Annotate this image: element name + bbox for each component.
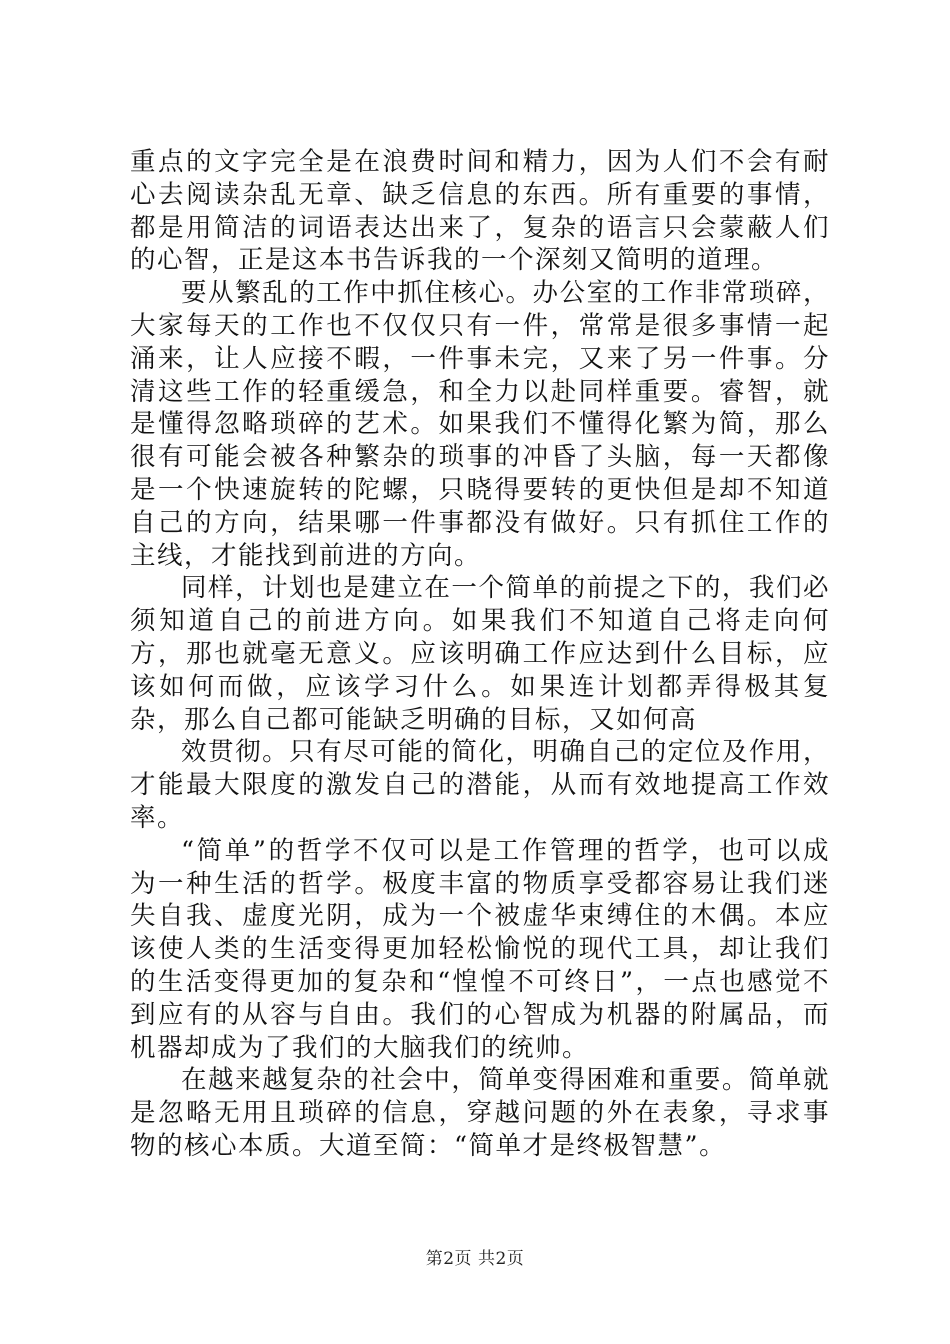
paragraph: 重点的文字完全是在浪费时间和精力，因为人们不会有耐心去阅读杂乱无章、缺乏信息的东西。所有重要的事情，都是用简洁的词语表达出来了，复杂的语言只会蒙蔽人们的心智，正是这本书告诉我的一个深刻又简明的道理。: [130, 147, 830, 276]
paragraph: 效贯彻。只有尽可能的简化，明确自己的定位及作用，才能最大限度的激发自己的潜能，从而有效地提高工作效率。: [130, 737, 830, 833]
paragraph: 要从繁乱的工作中抓住核心。办公室的工作非常琐碎，大家每天的工作也不仅仅只有一件，常常是很多事情一起涌来，让人应接不暇，一件事未完，又来了另一件事。分清这些工作的轻重缓急，和全力以赴同样重要。睿智，就是懂得忽略琐碎的艺术。如果我们不懂得化繁为简，那么很有可能会被各种繁杂的琐事的冲昏了头脑，每一天都像是一个快速旋转的陀螺，只晓得要转的更快但是却不知道自己的方向，结果哪一件事都没有做好。只有抓住工作的主线，才能找到前进的方向。: [130, 278, 830, 571]
document-body: [130, 146, 830, 1163]
paragraph: 同样，计划也是建立在一个简单的前提之下的，我们必须知道自己的前进方向。如果我们不知道自己将走向何方，那也就毫无意义。应该明确工作应达到什么目标，应该如何而做，应该学习什么。如果连计划都弄得极其复杂，那么自己都可能缺乏明确的目标，又如何高: [130, 573, 830, 735]
page-number-footer: 第2页 共2页: [425, 1249, 525, 1269]
paragraph: 在越来越复杂的社会中，简单变得困难和重要。简单就是忽略无用且琐碎的信息，穿越问题的外在表象，寻求事物的核心本质。大道至简：“简单才是终极智慧”。: [130, 1065, 830, 1161]
paragraph: “简单”的哲学不仅可以是工作管理的哲学，也可以成为一种生活的哲学。极度丰富的物质享受都容易让我们迷失自我、虚度光阴，成为一个被虚华束缚住的木偶。本应该使人类的生活变得更加轻松愉悦的现代工具，却让我们的生活变得更加的复杂和“惶惶不可终日”，一点也感觉不到应有的从容与自由。我们的心智成为机器的附属品，而机器却成为了我们的大脑我们的统帅。: [130, 835, 830, 1063]
